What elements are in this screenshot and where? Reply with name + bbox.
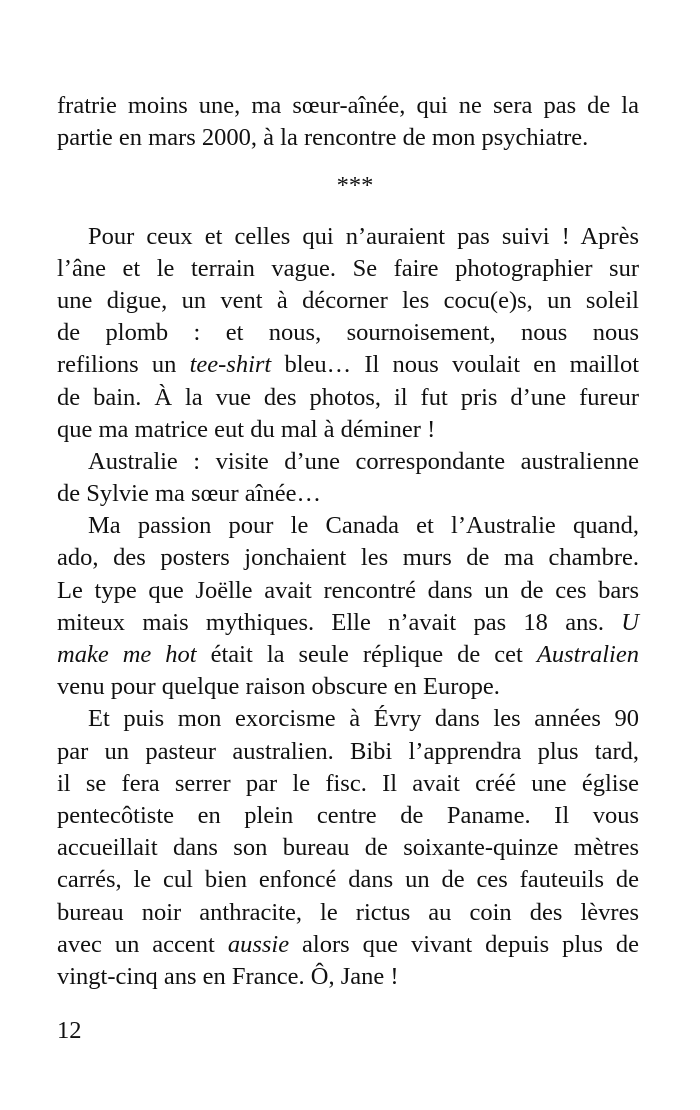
text-line [57,349,639,381]
text-run: que ma matrice eut du mal à déminer ! [57,415,436,443]
text-run: il se fera serrer par le fisc. Il avait créé une église [57,769,639,797]
text-line [57,317,639,349]
text-line [57,122,639,154]
text-run: refilions un [57,351,190,379]
text-run: vingt-cinq ans en France. Ô, Jane ! [57,962,399,990]
text-line [57,253,639,285]
text-run: miteux mais mythiques. Elle n’avait pas 18 ans. [57,608,622,636]
text-run: fratrie moins une, ma sœur-aînée, qui ne sera pas de la [57,92,639,119]
text-line [57,929,639,961]
paragraph [57,703,639,993]
text-run: de Sylvie ma sœur aînée… [57,480,321,508]
text-run: alors que vivant depuis plus de [289,930,639,958]
text-line [57,382,639,414]
text-line [57,703,639,735]
section-separator: *** [336,172,374,200]
text-run: de plomb : et nous, sournoisement, nous nous [57,319,639,347]
text-run: Ma passion pour le Canada et l’Australie quand, [88,512,639,540]
text-line [57,736,639,768]
text-line [57,607,639,639]
text-run: par un pasteur australien. Bibi l’apprendra plus tard, [57,737,639,765]
text-run: accueillait dans son bureau de soixante-quinze mètres [57,834,639,862]
text-line [57,800,639,832]
text-line [57,542,639,574]
text-line [57,414,639,446]
book-page-text [57,90,639,993]
text-line [57,961,639,993]
text-run: bleu… Il nous voulait en maillot [271,351,639,379]
text-run: une digue, un vent à décorner les cocu(e)s, un soleil [57,286,639,314]
text-line [57,768,639,800]
text-run: Le type que Joëlle avait rencontré dans un de ces bars [57,576,639,604]
page-number: 12 [57,1017,82,1044]
paragraph [57,90,639,154]
text-line [57,575,639,607]
text-line [57,864,639,896]
italic-text: U [621,608,639,636]
italic-text: aussie [227,930,290,958]
text-run: Australie : visite d’une correspondante australienne [88,447,639,475]
text-run: Et puis mon exorcisme à Évry dans les années 90 [88,705,639,733]
paragraph [57,221,639,446]
text-line [57,671,639,703]
text-line [57,285,639,317]
text-run: l’âne et le terrain vague. Se faire photographier sur [57,254,639,282]
text-run: venu pour quelque raison obscure en Europe. [57,673,500,701]
text-line [57,221,639,253]
text-line [57,510,639,542]
text-line [57,90,639,122]
text-run: ado, des posters jonchaient les murs de ma chambre. [57,544,639,572]
text-run: pentecôtiste en plein centre de Paname. Il vous [57,801,639,829]
text-run: carrés, le cul bien enfoncé dans un de ces fauteuils de [57,866,639,894]
text-run: partie en mars 2000, à la rencontre de mon psychiatre. [57,124,589,152]
text-run: avec un accent [57,930,228,958]
text-run: était la seule réplique de cet [196,641,537,668]
italic-text: Australien [536,641,639,668]
text-line [57,897,639,929]
text-run: bureau noir anthracite, le rictus au coin des lèvres [57,898,639,926]
text-line [57,832,639,864]
text-line [57,446,639,478]
italic-text: make me hot [57,641,197,668]
text-line [57,639,639,671]
italic-text: tee-shirt [189,351,272,379]
paragraph [57,510,639,703]
text-line [57,478,639,510]
text-run: de bain. À la vue des photos, il fut pris d’une fureur [57,383,639,411]
paragraph [57,446,639,510]
text-run: Pour ceux et celles qui n’auraient pas suivi ! Après [88,222,639,250]
